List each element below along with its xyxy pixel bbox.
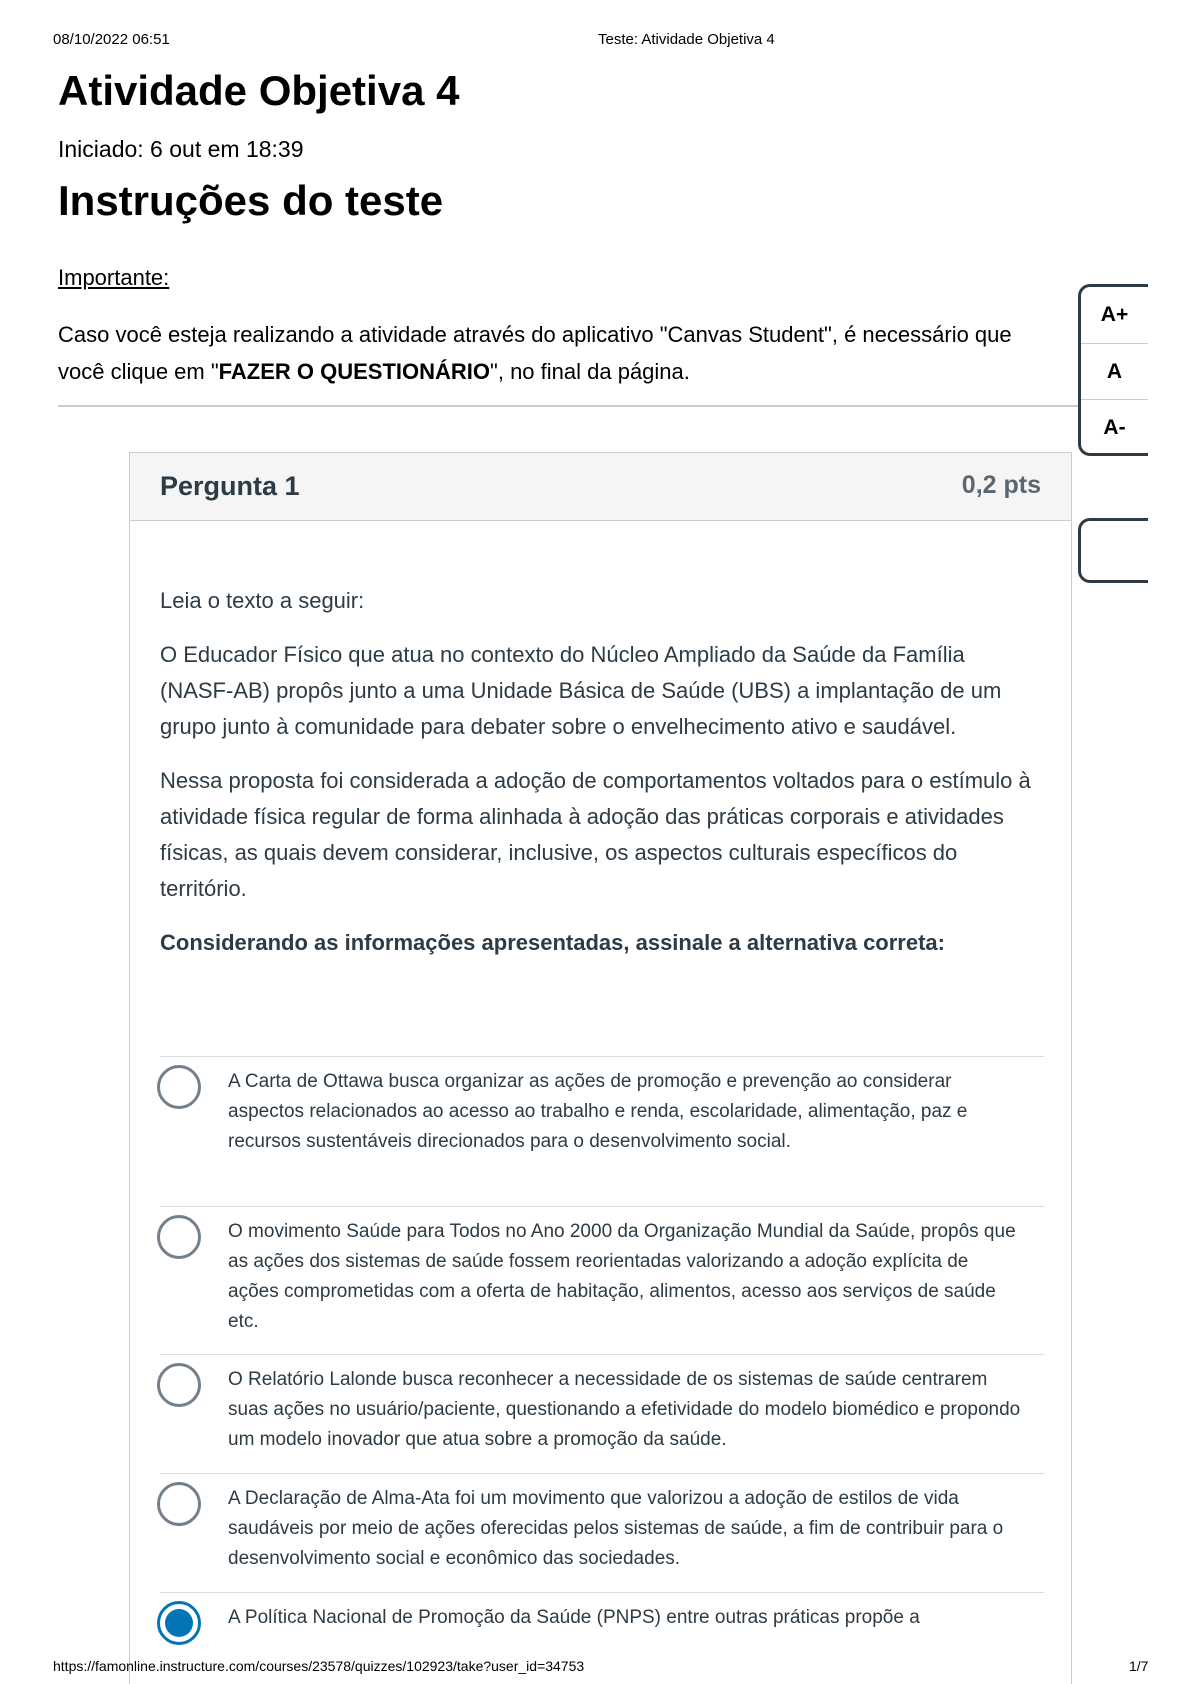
print-footer-page: 1/7 bbox=[1129, 1658, 1149, 1674]
answer-option[interactable] bbox=[160, 1473, 1044, 1592]
instructions-line-2-bold: FAZER O QUESTIONÁRIO bbox=[218, 359, 491, 384]
instructions-line-2-suffix: ", no final da página. bbox=[490, 359, 690, 384]
print-footer-url: https://famonline.instructure.com/courses/23578/quizzes/102923/take?user_id=34753 bbox=[53, 1658, 585, 1674]
side-panel-tab[interactable] bbox=[1078, 518, 1148, 583]
question-paragraph: Leia o texto a seguir: bbox=[160, 588, 365, 613]
answer-text: O movimento Saúde para Todos no Ano 2000 da Organização Mundial da Saúde, propôs que as ações dos sistemas de saúde fossem reorientadas valorizando a adoção explícita de ações comprometidas com a oferta de habitação, alimentos, acesso aos serviços de saúde etc. bbox=[228, 1221, 1016, 1332]
instructions-line-1: Caso você esteja realizando a atividade através do aplicativo "Canvas Student", é necessário que bbox=[58, 322, 1012, 347]
question-points: 0,2 pts bbox=[961, 471, 1041, 499]
question-paragraph: Nessa proposta foi considerada a adoção de comportamentos voltados para o estímulo à atividade física regular de forma alinhada à adoção das práticas corporais e atividades físicas, as quais devem considerar, inclusive, os aspectos culturais específicos do território. bbox=[160, 768, 1031, 901]
instructions-text bbox=[58, 316, 1070, 390]
answer-option[interactable] bbox=[160, 1056, 1044, 1206]
instructions-line-2-prefix: você clique em " bbox=[58, 359, 219, 384]
quiz-title: Atividade Objetiva 4 bbox=[58, 67, 460, 114]
print-title: Teste: Atividade Objetiva 4 bbox=[598, 31, 775, 48]
question-name: Pergunta 1 bbox=[160, 471, 300, 501]
instructions-heading: Instruções do teste bbox=[58, 177, 444, 224]
print-date: 08/10/2022 06:51 bbox=[53, 31, 170, 48]
started-timestamp: Iniciado: 6 out em 18:39 bbox=[58, 136, 304, 162]
font-decrease-button[interactable]: A- bbox=[1081, 399, 1148, 455]
answer-text: A Carta de Ottawa busca organizar as ações de promoção e prevenção ao considerar aspectos relacionados ao acesso ao trabalho e renda, escolaridade, alimentação, paz e recursos sustentáveis direcionados para o desenvolvimento social. bbox=[228, 1071, 968, 1152]
answer-option[interactable] bbox=[160, 1206, 1044, 1354]
font-size-controls bbox=[1078, 284, 1148, 456]
question-paragraph: O Educador Físico que atua no contexto do Núcleo Ampliado da Saúde da Família (NASF-AB) propôs junto a uma Unidade Básica de Saúde (UBS) a implantação de um grupo junto à comunidade para debater sobre o envelhecimento ativo e saudável. bbox=[160, 642, 1002, 739]
answer-text: A Declaração de Alma-Ata foi um movimento que valorizou a adoção de estilos de vida saudáveis por meio de ações oferecidas pelos sistemas de saúde, a fim de contribuir para o desenvolvimento social e econômico das sociedades. bbox=[228, 1488, 1004, 1569]
important-label: Importante: bbox=[58, 265, 170, 290]
instructions-line-2 bbox=[58, 353, 1070, 390]
answer-radio[interactable] bbox=[157, 1065, 201, 1109]
instructions-divider bbox=[58, 405, 1078, 407]
question-card bbox=[129, 452, 1072, 1684]
answer-option[interactable] bbox=[160, 1354, 1044, 1473]
question-header bbox=[130, 453, 1071, 521]
answer-text: A Política Nacional de Promoção da Saúde (PNPS) entre outras práticas propõe a bbox=[228, 1607, 920, 1628]
answer-list bbox=[160, 1056, 1044, 1672]
question-prompt: Considerando as informações apresentadas, assinale a alternativa correta: bbox=[160, 930, 945, 955]
font-increase-button[interactable]: A+ bbox=[1100, 303, 1129, 326]
question-text bbox=[160, 583, 1040, 979]
answer-radio[interactable] bbox=[157, 1482, 201, 1526]
font-reset-button[interactable]: A bbox=[1081, 343, 1148, 399]
answer-radio[interactable] bbox=[157, 1363, 201, 1407]
answer-radio-selected[interactable] bbox=[157, 1601, 201, 1645]
answer-radio[interactable] bbox=[157, 1215, 201, 1259]
answer-text: O Relatório Lalonde busca reconhecer a necessidade de os sistemas de saúde centrarem suas ações no usuário/paciente, questionando a efetividade do modelo biomédico e propondo um modelo inovador que atua sobre a promoção da saúde. bbox=[228, 1369, 1021, 1450]
